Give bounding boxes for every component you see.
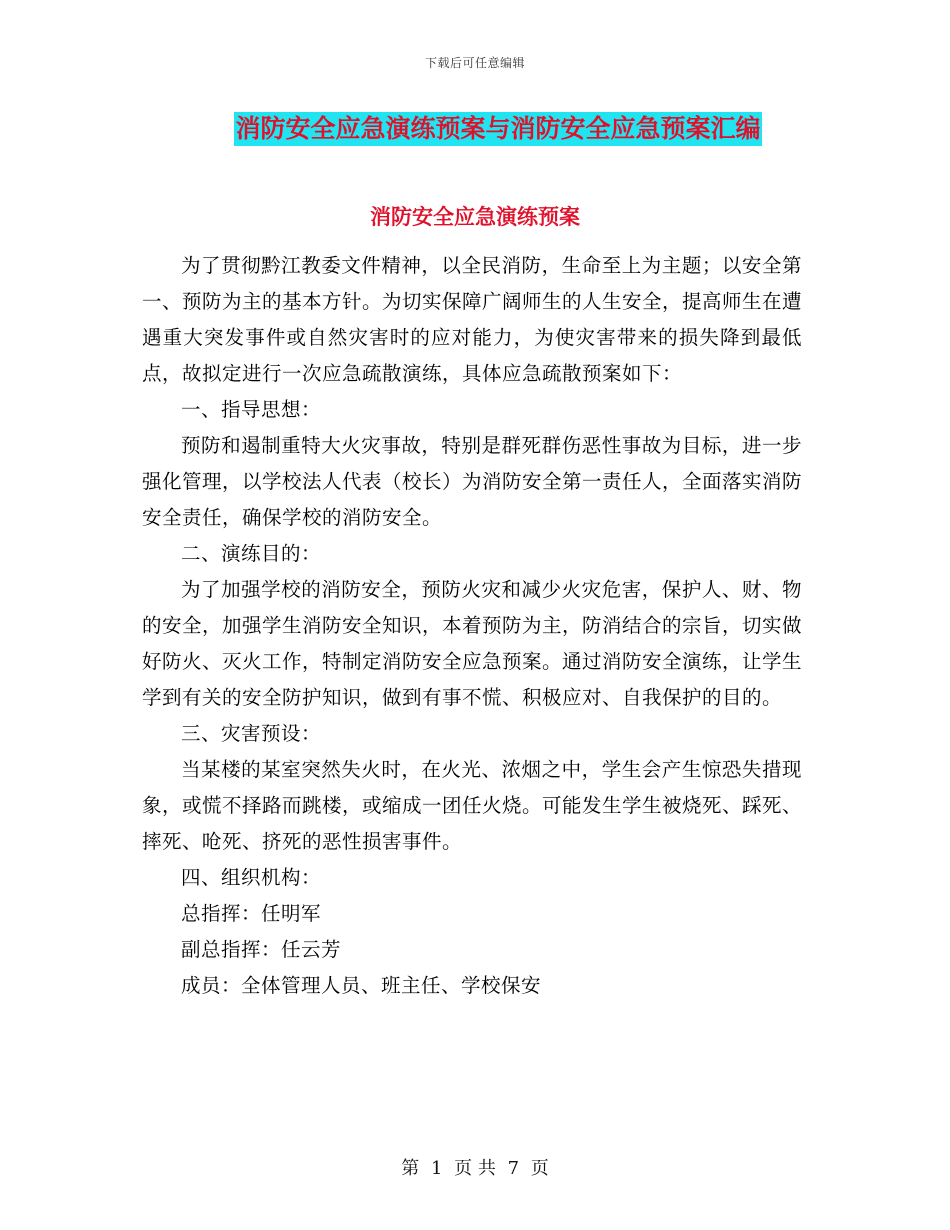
line-members: 成员：全体管理人员、班主任、学校保安 — [181, 974, 542, 997]
footer-prefix: 第 — [401, 1158, 420, 1179]
line-commander: 总指挥：任明军 — [181, 902, 322, 925]
line-deputy-commander: 副总指挥：任云芳 — [181, 938, 342, 961]
document-main-title: 消防安全应急演练预案与消防安全应急预案汇编 — [234, 112, 761, 146]
paragraph-disaster-scenario: 当某楼的某室突然失火时，在火光、浓烟之中，学生会产生惊恐失措现象，或慌不择路而跳楼，或缩成一团任火烧。可能发生学生被烧死、踩死、摔死、呛死、挤死的恶性损害事件。 — [142, 758, 803, 853]
heading-disaster-scenario: 三、灾害预设： — [181, 722, 322, 745]
section-title: 消防安全应急演练预案 — [370, 205, 580, 229]
heading-organization: 四、组织机构： — [181, 866, 322, 889]
paragraph-guiding-ideology: 预防和遏制重特大火灾事故，特别是群死群伤恶性事故为目标，进一步强化管理，以学校法人代表（校长）为消防安全第一责任人，全面落实消防安全责任，确保学校的消防安全。 — [142, 434, 803, 529]
current-page-number: 1 — [430, 1158, 443, 1179]
footer-suffix: 页 — [530, 1158, 549, 1179]
total-page-number: 7 — [507, 1158, 520, 1179]
header-note: 下载后可任意编辑 — [424, 56, 525, 70]
paragraph-drill-purpose: 为了加强学校的消防安全，预防火灾和减少火灾危害，保护人、财、物的安全，加强学生消防安全知识，本着预防为主，防消结合的宗旨，切实做好防火、灭火工作，特制定消防安全应急预案。通过消防安全演练，让学生学到有关的安全防护知识，做到有事不慌、积极应对、自我保护的目的。 — [142, 578, 803, 709]
main-title-container — [0, 112, 950, 146]
heading-drill-purpose: 二、演练目的： — [181, 542, 322, 565]
page-footer — [0, 1154, 950, 1180]
document-body — [142, 248, 802, 1004]
paragraph-intro: 为了贯彻黔江教委文件精神，以全民消防，生命至上为主题；以安全第一、预防为主的基本方针。为切实保障广阔师生的人生安全，提高师生在遭遇重大突发事件或自然灾害时的应对能力，为使灾害带来的损失降到最低点，故拟定进行一次应急疏散演练，具体应急疏散预案如下： — [142, 254, 803, 385]
heading-guiding-ideology: 一、指导思想： — [181, 398, 322, 421]
footer-middle: 页 共 — [454, 1158, 496, 1179]
